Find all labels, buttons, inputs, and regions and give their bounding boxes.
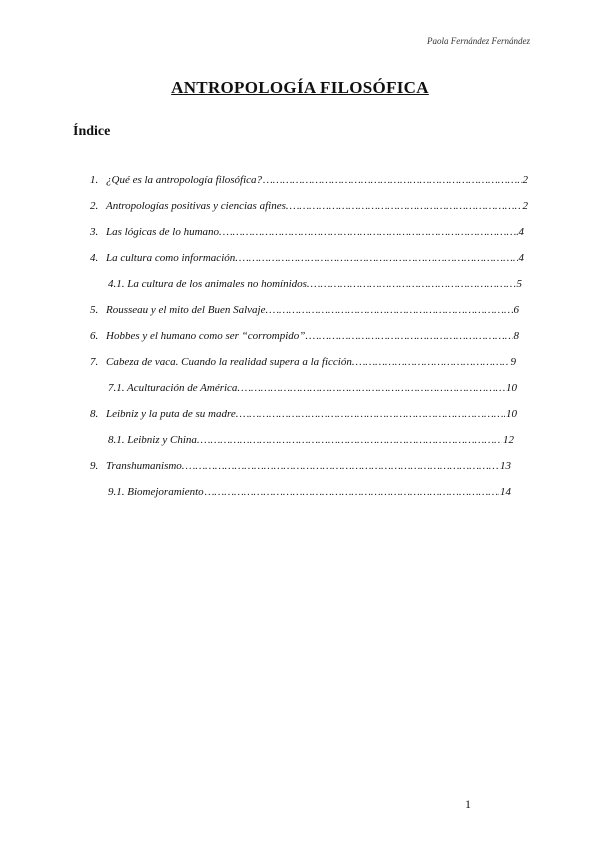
toc-entry-title: Cabeza de vaca. Cuando la realidad supera a la ficción.: [106, 356, 355, 368]
toc-entry-title: 9.1. Biomejoramiento: [108, 486, 204, 498]
toc-dot-leader: [240, 408, 506, 420]
header-author: Paola Fernández Fernández: [427, 36, 530, 46]
toc-entry[interactable]: [90, 460, 511, 478]
toc-dot-leader: [356, 356, 510, 368]
toc-entry-page: 9: [510, 356, 516, 368]
toc-entry-title: Hobbes y el humano como ser “corrompido”.: [106, 330, 309, 342]
toc-entry-title: Las lógicas de lo humano.: [106, 226, 222, 238]
toc-entry-number: 3.: [90, 226, 99, 238]
toc-entry-title: Rousseau y el mito del Buen Salvaje.: [106, 304, 269, 316]
toc-dot-leader: [263, 174, 521, 186]
toc-entry-number: 7.: [90, 356, 99, 368]
page-number: 1: [465, 797, 471, 811]
toc-entry-title: Transhumanismo.: [106, 460, 185, 472]
toc-entry-number: 8.: [90, 408, 99, 420]
toc-entry-page: 10: [506, 408, 517, 420]
toc-entry-number: 9.: [90, 460, 99, 472]
toc-entry-page: 14: [500, 486, 511, 498]
toc-dot-leader: [201, 434, 502, 446]
toc-entry-page: 4: [518, 226, 524, 238]
toc-dot-leader: [241, 382, 505, 394]
toc-entry-title: 4.1. La cultura de los animales no homínidos.: [108, 278, 310, 290]
toc-entry[interactable]: [90, 226, 524, 244]
toc-entry-number: 1.: [90, 174, 99, 186]
toc-entry-number: 4.: [90, 252, 99, 264]
toc-entry-title: 8.1. Leibniz y China.: [108, 434, 200, 446]
index-heading: Índice: [73, 124, 111, 139]
toc-entry-number: 6.: [90, 330, 99, 342]
toc-dot-leader: [205, 486, 499, 498]
document-title: ANTROPOLOGÍA FILOSÓFICA: [171, 78, 429, 97]
toc-entry-page: 12: [503, 434, 514, 446]
toc-dot-leader: [239, 252, 518, 264]
toc-entry[interactable]: [90, 304, 519, 322]
toc-entry-number: 2.: [90, 200, 99, 212]
toc-dot-leader: [269, 304, 512, 316]
toc-entry-page: 10: [506, 382, 517, 394]
toc-entry-page: 2: [522, 200, 528, 212]
toc-dot-leader: [223, 226, 518, 238]
toc-dot-leader: [309, 330, 512, 342]
toc-entry[interactable]: [90, 174, 528, 192]
toc-dot-leader: [290, 200, 522, 212]
toc-subentry[interactable]: [108, 434, 514, 452]
toc-entry-title: ¿Qué es la antropología filosófica?: [106, 174, 263, 186]
toc-entry-page: 13: [500, 460, 511, 472]
toc-dot-leader: [311, 278, 516, 290]
toc-subentry[interactable]: [108, 278, 522, 296]
toc-entry[interactable]: [90, 330, 519, 348]
toc-entry[interactable]: [90, 200, 528, 218]
toc-entry-title: La cultura como información.: [106, 252, 238, 264]
toc-entry[interactable]: [90, 356, 516, 374]
toc-entry-page: 2: [522, 174, 528, 186]
toc-entry[interactable]: [90, 408, 517, 426]
toc-entry-title: Antropologías positivas y ciencias afines.: [106, 200, 289, 212]
toc-entry[interactable]: [90, 252, 524, 270]
toc-entry-page: 4: [518, 252, 524, 264]
toc-entry-page: 5: [516, 278, 522, 290]
toc-entry-page: 6: [513, 304, 519, 316]
toc-subentry[interactable]: [108, 382, 517, 400]
toc-entry-title: 7.1. Aculturación de América.: [108, 382, 241, 394]
toc-entry-number: 5.: [90, 304, 99, 316]
toc-dot-leader: [186, 460, 499, 472]
toc-entry-title: Leibniz y la puta de su madre.: [106, 408, 239, 420]
toc-entry-page: 8: [513, 330, 519, 342]
toc-subentry[interactable]: [108, 486, 511, 504]
